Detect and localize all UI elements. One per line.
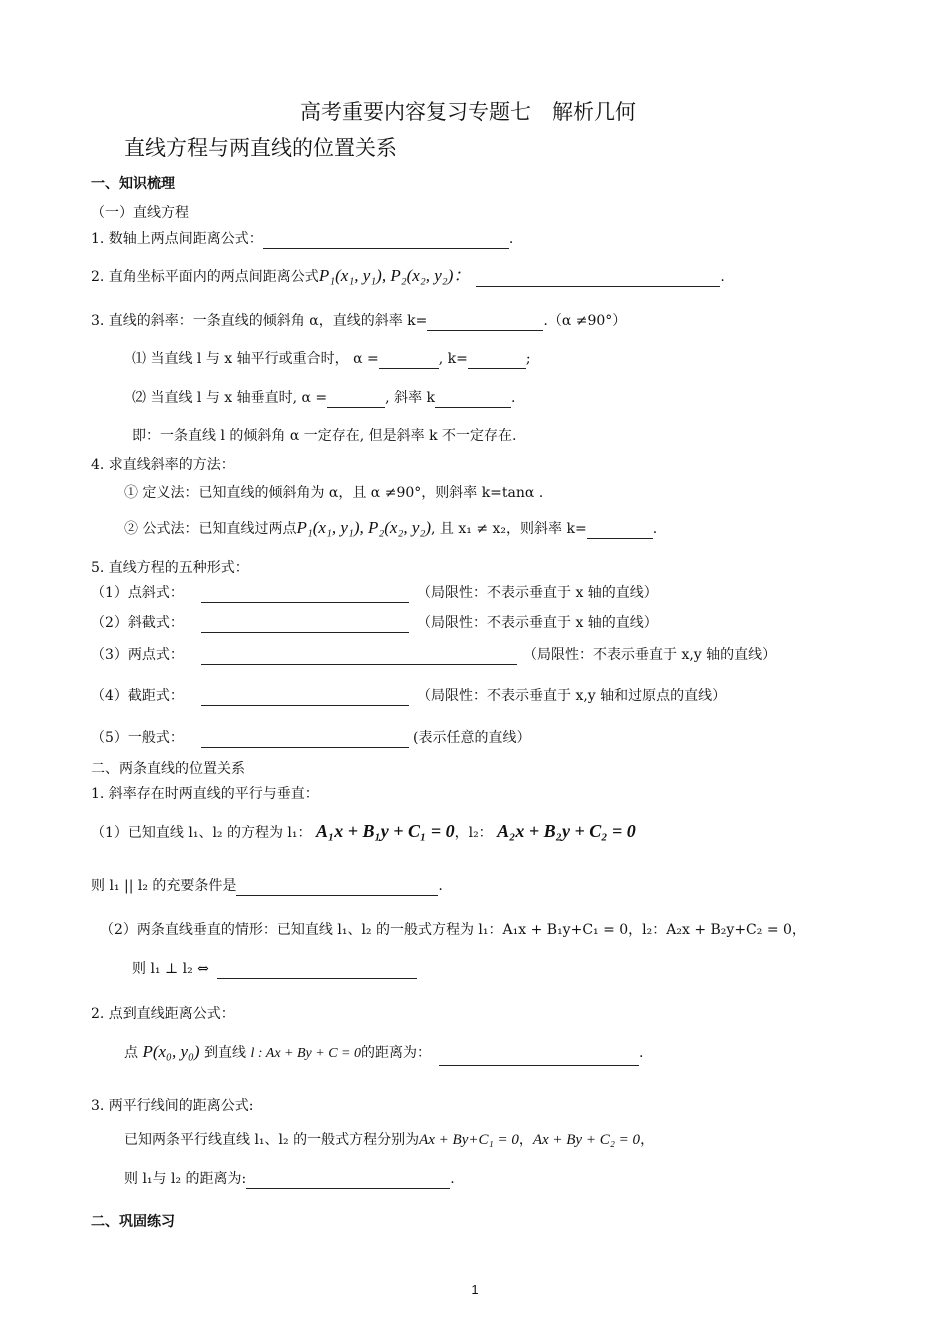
form-label: （3）两点式：: [91, 647, 184, 663]
question-4: 4. 求直线斜率的方法：: [91, 457, 235, 473]
perpendicular-condition: [132, 959, 417, 979]
separator: ，: [518, 1132, 533, 1148]
case-1-k-label: , k=: [438, 351, 468, 367]
answer-blank[interactable]: [468, 350, 526, 369]
text-point: 点: [124, 1045, 138, 1061]
question-3-case-2: ⑵ 当直线 l 与 x 轴垂直时, α = , 斜率 k .: [132, 390, 516, 406]
form-label: （5）一般式：: [91, 730, 184, 746]
question-2-text: 2. 直角坐标平面内的两点间距离公式: [91, 269, 319, 285]
page-title: 高考重要内容复习专题七 解析几何: [300, 100, 636, 124]
question-3: [91, 311, 626, 331]
answer-blank[interactable]: [236, 877, 438, 896]
answer-blank[interactable]: [201, 614, 409, 633]
answer-blank[interactable]: [439, 1047, 639, 1066]
case-1-text: ⑴ 当直线 l 与 x 轴平行或重合时， α =: [132, 351, 379, 367]
method-formula-condition: , 且 x₁ ≠ x₂，则斜率 k=: [431, 521, 587, 537]
form-intercept: [91, 686, 726, 706]
form-general: [91, 728, 530, 748]
text-to-line: 到直线: [204, 1045, 247, 1061]
separator: ，l₂：: [454, 825, 493, 841]
point-expression: P(x₀, y₀): [142, 1042, 200, 1061]
question-3-case-1: ⑴ 当直线 l 与 x 轴平行或重合时， α = , k= ;: [132, 351, 531, 367]
line-1-equation: Ax + By+C₁ = 0: [419, 1132, 519, 1148]
line-2-equation: A₂x + B₂y + C₂ = 0: [497, 821, 636, 841]
line-2-equation: Ax + By + C₂ = 0: [532, 1132, 641, 1148]
parallel-lines-equations: [124, 1128, 654, 1152]
method-definition: ① 定义法：已知直线的倾斜角为 α，且 α ≠90°，则斜率 k=tanα .: [124, 485, 544, 501]
question-3-text: 3. 直线的斜率：一条直线的倾斜角 α，直线的斜率 k=: [91, 313, 428, 329]
form-label: （2）斜截式：: [91, 615, 184, 631]
form-two-point: [91, 645, 776, 665]
form-note: （局限性：不表示垂直于 x 轴的直线）: [417, 585, 658, 601]
answer-blank[interactable]: [263, 230, 509, 249]
answer-blank[interactable]: [246, 1170, 450, 1189]
answer-blank[interactable]: [201, 646, 517, 665]
answer-blank[interactable]: [201, 729, 409, 748]
item-parallel-equations: [91, 818, 636, 846]
form-slope-intercept: [91, 613, 658, 633]
form-note: （局限性：不表示垂直于 x,y 轴的直线）: [523, 647, 777, 663]
answer-blank[interactable]: [379, 350, 439, 369]
parallel-distance: 则 l₁与 l₂ 的距离为: .: [124, 1171, 455, 1187]
page-number: 1: [471, 1282, 479, 1297]
parallel-condition-text: 则 l₁ || l₂ 的充要条件是: [91, 878, 237, 894]
form-point-slope: [91, 583, 658, 603]
item-parallel-perpendicular: 1. 斜率存在时两直线的平行与垂直：: [91, 786, 319, 802]
form-note: (表示任意的直线）: [413, 730, 531, 746]
page-subtitle: 直线方程与两直线的位置关系: [124, 136, 397, 160]
line-1-equation: A₁x + B₁y + C₁ = 0: [315, 821, 455, 841]
answer-blank[interactable]: [201, 687, 409, 706]
case-2-text: ⑵ 当直线 l 与 x 轴垂直时, α =: [132, 390, 328, 406]
question-1-text: 1. 数轴上两点间距离公式：: [91, 231, 263, 247]
form-label: （4）截距式：: [91, 688, 184, 704]
question-3-note-line: 即：一条直线 l 的倾斜角 α 一定存在, 但是斜率 k 不一定存在.: [132, 428, 517, 444]
perpendicular-condition-text: 则 l₁ ⊥ l₂ ⇔: [132, 961, 209, 977]
line-expression: l : Ax + By + C = 0: [250, 1046, 361, 1061]
answer-blank[interactable]: [587, 520, 653, 539]
method-formula-text: ② 公式法：已知直线过两点: [124, 521, 297, 537]
form-note: （局限性：不表示垂直于 x 轴的直线）: [417, 615, 658, 631]
separator: ，: [640, 1132, 655, 1148]
point-line-distance-formula: 点 P(x₀, y₀) 到直线 l : Ax + By + C = 0的距离为： .: [124, 1040, 643, 1066]
item-parallel-distance: 3. 两平行线间的距离公式:: [91, 1098, 254, 1114]
question-1: 1. 数轴上两点间距离公式： .: [91, 231, 514, 247]
question-5: 5. 直线方程的五种形式：: [91, 560, 249, 576]
answer-blank[interactable]: [217, 960, 417, 979]
subsection-line-equation: （一）直线方程: [91, 205, 189, 221]
answer-blank[interactable]: [427, 312, 543, 331]
parallel-condition: 则 l₁ || l₂ 的充要条件是 .: [91, 878, 443, 894]
form-label: （1）点斜式：: [91, 585, 184, 601]
question-2: 2. 直角坐标平面内的两点间距离公式P₁(x₁, y₁), P₂(x₂, y₂)： .: [91, 266, 725, 285]
answer-blank[interactable]: [327, 389, 385, 408]
text-distance: 的距离为：: [361, 1045, 431, 1061]
parallel-lines-text: 已知两条平行线直线 l₁、l₂ 的一般式方程分别为: [124, 1132, 420, 1148]
section-heading-positions: 二、两条直线的位置关系: [91, 761, 245, 777]
perpendicular-case: （2）两条直线垂直的情形：已知直线 l₁、l₂ 的一般式方程为 l₁：A₁x + B₁y+C₁ = 0，l₂：A₂x + B₂y+C₂ = 0，: [100, 922, 806, 938]
formula-two-points: P₁(x₁, y₁), P₂(x₂, y₂)：: [318, 266, 471, 285]
case-2-k-label: , 斜率 k: [385, 390, 436, 406]
answer-blank[interactable]: [201, 584, 409, 603]
section-heading-knowledge: 一、知识梳理: [91, 176, 175, 192]
form-note: （局限性：不表示垂直于 x,y 轴和过原点的直线）: [417, 688, 727, 704]
question-3-note: .（α ≠90°）: [543, 313, 627, 329]
item-point-line-distance: 2. 点到直线距离公式：: [91, 1006, 235, 1022]
method-formula: ② 公式法：已知直线过两点P₁(x₁, y₁), P₂(x₂, y₂), 且 x₁ ≠ x₂，则斜率 k= .: [124, 518, 658, 537]
answer-blank[interactable]: [476, 268, 720, 287]
section-heading-practice: 二、巩固练习: [91, 1214, 175, 1230]
parallel-distance-text: 则 l₁与 l₂ 的距离为:: [124, 1171, 247, 1187]
formula-two-points: P₁(x₁, y₁), P₂(x₂, y₂): [296, 518, 432, 537]
answer-blank[interactable]: [435, 389, 511, 408]
parallel-text: （1）已知直线 l₁、l₂ 的方程为 l₁：: [91, 825, 312, 841]
